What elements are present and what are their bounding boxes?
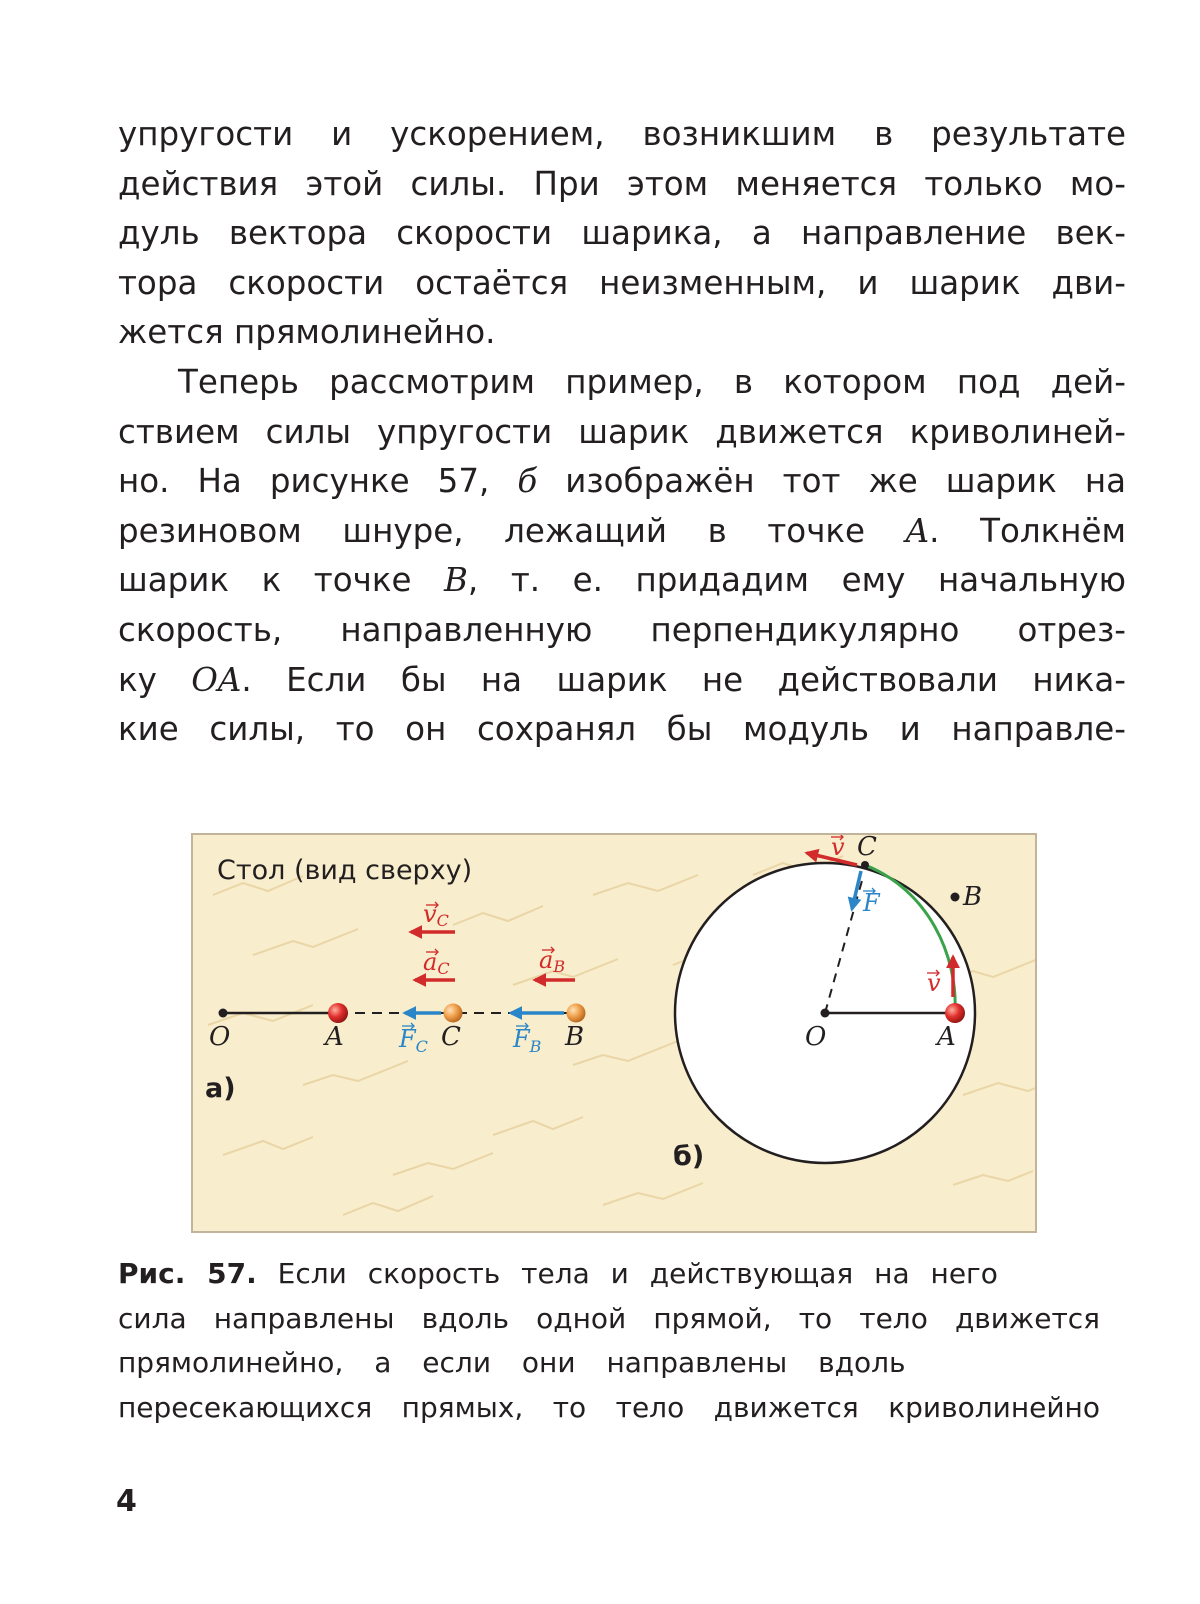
center-O-dot	[821, 1009, 830, 1018]
ball-at-A-b	[945, 1003, 965, 1023]
label-vC: vC	[423, 900, 449, 930]
segment-letters: OA	[191, 660, 242, 699]
label-aC: aC	[423, 948, 450, 978]
text-line	[118, 507, 1126, 557]
ball-at-A	[328, 1003, 348, 1023]
figure-ref-letter: б	[517, 462, 538, 501]
text-line: дуль вектора скорости шарика, а направление век-	[118, 214, 1126, 253]
label-FB: $F_B$	[513, 1025, 542, 1056]
text-span: но. На рисунке 57,	[118, 462, 518, 501]
text-line	[118, 457, 1126, 507]
caption-line: прямолинейно, а если они направлены вдоль	[118, 1346, 906, 1379]
point-C: C	[441, 1022, 461, 1052]
part-b-diagram	[673, 835, 982, 1172]
body-text	[118, 110, 1126, 755]
text-span: , т. е. придадим ему начальную	[467, 561, 1126, 600]
text-span: . Если бы на шарик не действовали ника-	[241, 660, 1126, 699]
text-line	[118, 556, 1126, 606]
text-line: ствием силы упругости шарик движется криволиней-	[118, 412, 1126, 451]
point-O-dot	[219, 1009, 228, 1018]
text-span: ку	[118, 660, 192, 699]
panel-b-label: б)	[673, 1141, 705, 1172]
text-span: изображён тот же шарик на	[537, 462, 1127, 501]
ball-at-B	[567, 1004, 586, 1023]
table-label: Стол (вид сверху)	[217, 855, 473, 886]
caption-line: сила направлены вдоль одной прямой, то тело движется	[118, 1301, 1100, 1335]
caption-text: Если скорость тела и действующая на него	[256, 1257, 998, 1290]
point-B-b: B	[963, 882, 983, 912]
text-line: скорость, направленную перпендикулярно отрез-	[118, 610, 1126, 649]
label-FC: $F_C$	[399, 1025, 428, 1056]
text-line	[118, 656, 1126, 706]
text-line: тора скорости остаётся неизменным, и шарик дви-	[118, 263, 1126, 302]
text-span: . Толкнём	[929, 511, 1126, 550]
point-B-dot	[951, 893, 960, 902]
point-C-b: C	[857, 835, 877, 862]
text-line: жется прямолинейно.	[118, 313, 496, 352]
ball-at-C	[444, 1004, 463, 1023]
text-line: Теперь рассмотрим пример, в котором под дей-	[178, 362, 1126, 401]
point-B: B	[565, 1022, 585, 1052]
label-aB: aB	[539, 946, 566, 976]
text-line: кие силы, то он сохранял бы модуль и направле-	[118, 710, 1126, 749]
page-number: 4	[116, 1484, 137, 1519]
point-letter: B	[444, 561, 468, 600]
text-span: резиновом шнуре, лежащий в точке	[118, 511, 906, 550]
caption-line: пересекающихся прямых, то тело движется криволинейно	[118, 1390, 1100, 1424]
point-A: A	[325, 1022, 344, 1052]
text-span: шарик к точке	[118, 561, 445, 600]
vector-overlines-blue	[402, 1023, 528, 1029]
figure-57	[191, 833, 1037, 1233]
point-O: O	[209, 1022, 231, 1052]
text-line: действия этой силы. При этом меняется только мо-	[118, 164, 1126, 203]
point-O-b: O	[805, 1022, 827, 1052]
part-a-diagram	[205, 900, 586, 1104]
panel-a-label: а)	[205, 1073, 236, 1104]
point-A-b: A	[937, 1022, 956, 1052]
figure-caption	[118, 1252, 1100, 1430]
label-v-top: v	[831, 835, 845, 861]
caption-line	[118, 1252, 1048, 1297]
label-v-at-A: v	[927, 969, 941, 997]
label-F: F	[863, 889, 880, 917]
point-letter: A	[905, 511, 930, 550]
figure-svg	[193, 835, 1037, 1233]
point-C-dot	[861, 861, 869, 869]
text-line: упругости и ускорением, возникшим в результате	[118, 115, 1126, 153]
caption-label: Рис. 57.	[118, 1257, 257, 1290]
